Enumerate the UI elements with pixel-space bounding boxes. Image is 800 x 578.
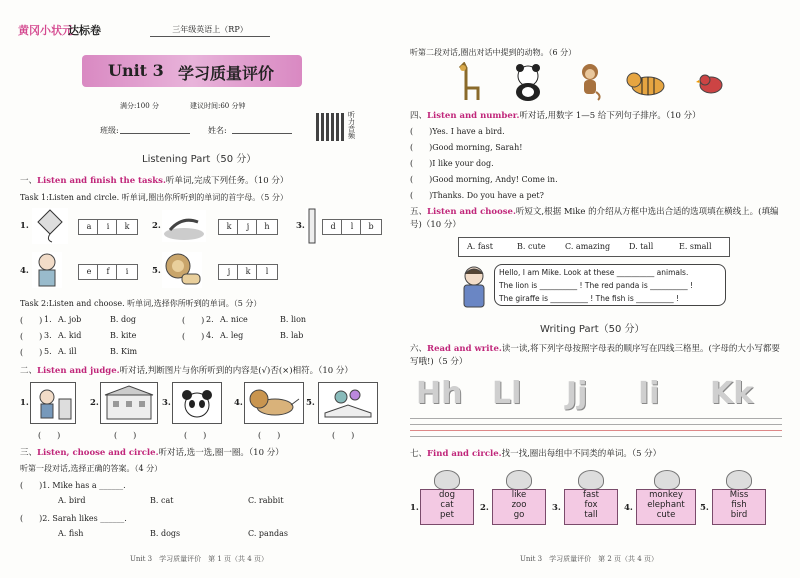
section-2-en: Listen and judge. — [37, 366, 120, 376]
section-3-sub-2: 听第二段对话,圈出对话中提到的动物。（6 分） — [410, 48, 577, 57]
footer-left: Unit 3 学习质量评价 第 1 页（共 4 页） — [130, 555, 268, 563]
section-7-en: Find and circle. — [427, 449, 502, 459]
section-5-number: 五、 — [410, 207, 428, 217]
book-name: 达标卷 — [68, 24, 101, 37]
judge-number: 2. — [90, 398, 99, 408]
section-6-zh: 读一读,将下列字母按照字母表的顺序写在四线三格里。(字母的大小写都要写哦!)（5 分） — [410, 344, 780, 367]
judge-picture-4 — [244, 382, 304, 424]
section-6-heading — [410, 343, 780, 369]
section-2-zh: 听对话,判断图片与你所听到的内容是(√)否(×)相符。（10 分） — [119, 366, 353, 376]
choice-paren[interactable]: ( ) — [20, 316, 43, 325]
choice-number: 3. — [44, 331, 52, 340]
q2-option-b[interactable]: B. dogs — [150, 529, 181, 538]
group-number: 5. — [700, 503, 709, 513]
section-5-heading — [410, 206, 780, 232]
q1-option-a[interactable]: A. bird — [58, 496, 86, 505]
letter-block-ii: Ii — [638, 376, 660, 411]
q1-option-b[interactable]: B. cat — [150, 496, 174, 505]
section-6-en: Read and write. — [427, 344, 502, 354]
word-card-1 — [420, 489, 474, 525]
section-2-heading — [20, 364, 353, 376]
section-3-heading — [20, 446, 284, 458]
options-box — [458, 237, 730, 257]
word-option[interactable]: pet — [440, 510, 454, 520]
writing-line[interactable] — [410, 430, 782, 431]
word-card-3 — [564, 489, 618, 525]
writing-line[interactable] — [410, 424, 782, 425]
section-3-number: 三、 — [20, 448, 38, 458]
sentence-line[interactable]: ( )Thanks. Do you have a pet? — [410, 191, 544, 200]
choice-option-b[interactable]: B. lab — [280, 331, 304, 340]
choice-option-a[interactable]: A. ill — [58, 347, 77, 356]
word-option[interactable]: fish — [731, 500, 747, 510]
sentence-line[interactable]: ( )I like your dog. — [410, 159, 494, 168]
giraffe-picture[interactable] — [454, 62, 484, 102]
letter-box[interactable]: k — [237, 264, 259, 280]
choice-paren[interactable]: ( ) — [182, 316, 205, 325]
task-2-instruction: Task 2:Listen and choose. 听单词,选择你所听到的单词。（5 分） — [20, 299, 262, 308]
section-3-sub-1: 听第一段对话,选择正确的答案。（4 分） — [20, 464, 163, 473]
choice-option-a[interactable]: A. job — [58, 315, 82, 324]
qr-caption: 听力音频 — [348, 111, 355, 140]
letter-box[interactable]: j — [218, 264, 240, 280]
mike-avatar — [456, 264, 492, 310]
group-number: 1. — [410, 503, 419, 513]
letter-block-kk: Kk — [710, 376, 754, 411]
question-2: ( )2. Sarah likes ______. — [20, 514, 127, 523]
letter-box[interactable]: d — [322, 219, 344, 235]
letter-box[interactable]: j — [237, 219, 259, 235]
letter-block-jj: Jj — [566, 376, 588, 411]
grade-tag: 三年级英语上（RP） — [150, 24, 270, 37]
judge-picture-2 — [100, 382, 158, 424]
word-option[interactable]: elephant — [647, 500, 685, 510]
choice-number: 5. — [44, 347, 52, 356]
judge-blank[interactable]: ( ) — [38, 431, 61, 440]
letter-box[interactable]: f — [97, 264, 119, 280]
sentence-line[interactable]: ( )Yes. I have a bird. — [410, 127, 505, 136]
word-option[interactable]: go — [513, 510, 525, 520]
section-1-number: 一、 — [20, 176, 38, 186]
sentence-line[interactable]: ( )Good morning, Andy! Come in. — [410, 175, 558, 184]
section-4-number: 四、 — [410, 111, 428, 121]
word-option[interactable]: cat — [440, 500, 454, 510]
word-card-4 — [636, 489, 696, 525]
letter-box[interactable]: i — [97, 219, 119, 235]
bird-picture[interactable] — [696, 68, 726, 98]
section-4-en: Listen and number. — [427, 111, 520, 121]
choice-paren[interactable]: ( ) — [20, 332, 43, 341]
lion-picture — [162, 252, 202, 288]
kitten-head-icon — [726, 470, 752, 490]
word-option[interactable]: bird — [730, 510, 748, 520]
letter-box[interactable]: h — [256, 219, 278, 235]
word-option[interactable]: fast — [583, 490, 599, 500]
speech-bubble — [494, 264, 726, 306]
option-item: A. fast — [467, 242, 493, 251]
choice-option-a[interactable]: A. leg — [220, 331, 244, 340]
option-item: B. cute — [517, 242, 546, 251]
cat-head-icon — [506, 470, 532, 490]
name-line[interactable] — [232, 133, 292, 134]
choice-number: 2. — [206, 315, 214, 324]
section-6-number: 六、 — [410, 344, 428, 354]
option-item: C. amazing — [565, 242, 611, 251]
item-2-number: 2. — [152, 221, 161, 231]
judge-picture-5 — [318, 382, 378, 424]
mouse-head-icon — [654, 470, 680, 490]
judge-picture-3 — [172, 382, 222, 424]
word-card-5 — [712, 489, 766, 525]
item-5-number: 5. — [152, 266, 161, 276]
section-1-en: Listen and finish the tasks. — [37, 176, 166, 186]
letter-block-hh: Hh — [416, 376, 463, 411]
question-1: ( )1. Mike has a ______. — [20, 481, 126, 490]
full-score: 满分:100 分 — [120, 102, 159, 110]
group-number: 3. — [552, 503, 561, 513]
item-3-number: 3. — [296, 221, 305, 231]
choice-paren[interactable]: ( ) — [20, 348, 43, 357]
choice-option-a[interactable]: A. kid — [58, 331, 82, 340]
choice-option-b[interactable]: B. dog — [110, 315, 137, 324]
item-4-number: 4. — [20, 266, 29, 276]
panda-picture[interactable] — [510, 62, 546, 102]
word-option[interactable]: dog — [439, 490, 455, 500]
bubble-line: Hello, I am Mike. Look at these __________ animals. — [499, 268, 689, 277]
letter-box[interactable]: l — [256, 264, 278, 280]
letter-box[interactable]: l — [341, 219, 363, 235]
q1-option-c[interactable]: C. rabbit — [248, 496, 284, 505]
class-label: 班级: — [100, 126, 119, 135]
sentence-line[interactable]: ( )Good morning, Sarah! — [410, 143, 523, 152]
judge-number: 3. — [162, 398, 171, 408]
section-5-zh: 听短文,根据 Mike 的介绍从方框中选出合适的选项填在横线上。(填编号)（10 分） — [410, 207, 779, 230]
bubble-line: The lion is __________ ! The red panda is __________ ! — [499, 281, 694, 290]
writing-line[interactable] — [410, 418, 782, 419]
judge-blank[interactable]: ( ) — [114, 431, 137, 440]
word-card-2 — [492, 489, 546, 525]
right-page — [400, 0, 800, 578]
q2-option-c[interactable]: C. pandas — [248, 529, 288, 538]
word-option[interactable]: tall — [584, 510, 598, 520]
writing-line[interactable] — [410, 436, 782, 437]
group-number: 4. — [624, 503, 633, 513]
choice-number: 1. — [44, 315, 52, 324]
bear-head-icon — [578, 470, 604, 490]
choice-option-b[interactable]: B. Kim — [110, 347, 138, 356]
letter-box[interactable]: k — [116, 219, 138, 235]
option-item: D. tall — [629, 242, 654, 251]
judge-number: 5. — [306, 398, 315, 408]
listening-part-title: Listening Part（50 分） — [142, 154, 257, 165]
letter-box[interactable]: a — [78, 219, 100, 235]
word-option[interactable]: Miss — [729, 490, 749, 500]
section-1-heading — [20, 174, 288, 186]
section-7-zh: 找一找,圈出每组中不同类的单词。（5 分） — [501, 449, 662, 459]
word-option[interactable]: fox — [584, 500, 598, 510]
judge-number: 1. — [20, 398, 29, 408]
name-label: 姓名: — [208, 126, 227, 135]
title-banner — [82, 55, 302, 87]
section-4-heading — [410, 109, 701, 121]
judge-number: 4. — [234, 398, 243, 408]
series-logo: 黄冈小状元 — [18, 24, 73, 37]
kite-picture — [32, 208, 68, 244]
letter-box[interactable]: k — [218, 219, 240, 235]
section-4-zh: 听对话,用数字 1—5 给下列句子排序。（10 分） — [519, 111, 701, 121]
title-text: 学习质量评价 — [178, 64, 275, 83]
letter-block-ll: Ll — [492, 376, 522, 411]
choice-number: 4. — [206, 331, 214, 340]
letter-box[interactable]: i — [116, 264, 138, 280]
task-1-instruction: Task 1:Listen and circle. 听单词,圈出你所听到的单词的首字母。（5 分） — [20, 193, 288, 202]
item-1-number: 1. — [20, 221, 29, 231]
suggested-time: 建议时间:60 分钟 — [190, 102, 246, 110]
judge-blank[interactable]: ( ) — [184, 431, 207, 440]
group-number: 2. — [480, 503, 489, 513]
judge-blank[interactable]: ( ) — [332, 431, 355, 440]
footer-right: Unit 3 学习质量评价 第 2 页（共 4 页） — [520, 555, 658, 563]
word-option[interactable]: zoo — [511, 500, 527, 510]
section-7-heading — [410, 447, 661, 459]
letter-box[interactable]: e — [78, 264, 100, 280]
judge-picture-1 — [30, 382, 76, 424]
choice-option-a[interactable]: A. nice — [220, 315, 248, 324]
section-5-en: Listen and choose. — [427, 207, 516, 217]
choice-option-b[interactable]: B. kite — [110, 331, 137, 340]
section-2-number: 二、 — [20, 366, 38, 376]
option-item: E. small — [679, 242, 712, 251]
jumping-dog-picture — [162, 210, 206, 242]
writing-part-title: Writing Part（50 分） — [540, 324, 645, 335]
word-option[interactable]: cute — [656, 510, 676, 520]
judge-blank[interactable]: ( ) — [258, 431, 281, 440]
qr-code[interactable] — [316, 113, 344, 141]
tiger-picture[interactable] — [626, 64, 666, 100]
class-line[interactable] — [120, 133, 190, 134]
section-3-en: Listen, choose and circle. — [37, 448, 159, 458]
bunny-head-icon — [434, 470, 460, 490]
choice-paren[interactable]: ( ) — [182, 332, 205, 341]
choice-option-b[interactable]: B. lion — [280, 315, 307, 324]
bubble-line: The giraffe is __________ ! The fish is __________ ! — [499, 294, 680, 303]
q2-option-a[interactable]: A. fish — [58, 529, 84, 538]
section-3-zh: 听对话,选一选,圈一圈。（10 分） — [158, 448, 284, 458]
ruler-picture — [306, 208, 318, 244]
word-option[interactable]: like — [511, 490, 527, 500]
section-1-zh: 听单词,完成下列任务。（10 分） — [165, 176, 289, 186]
word-option[interactable]: monkey — [649, 490, 683, 500]
monkey-picture[interactable] — [576, 62, 604, 102]
letter-box[interactable]: b — [360, 219, 382, 235]
unit-label: Unit 3 — [108, 61, 164, 80]
sick-boy-picture — [32, 252, 62, 288]
section-7-number: 七、 — [410, 449, 428, 459]
